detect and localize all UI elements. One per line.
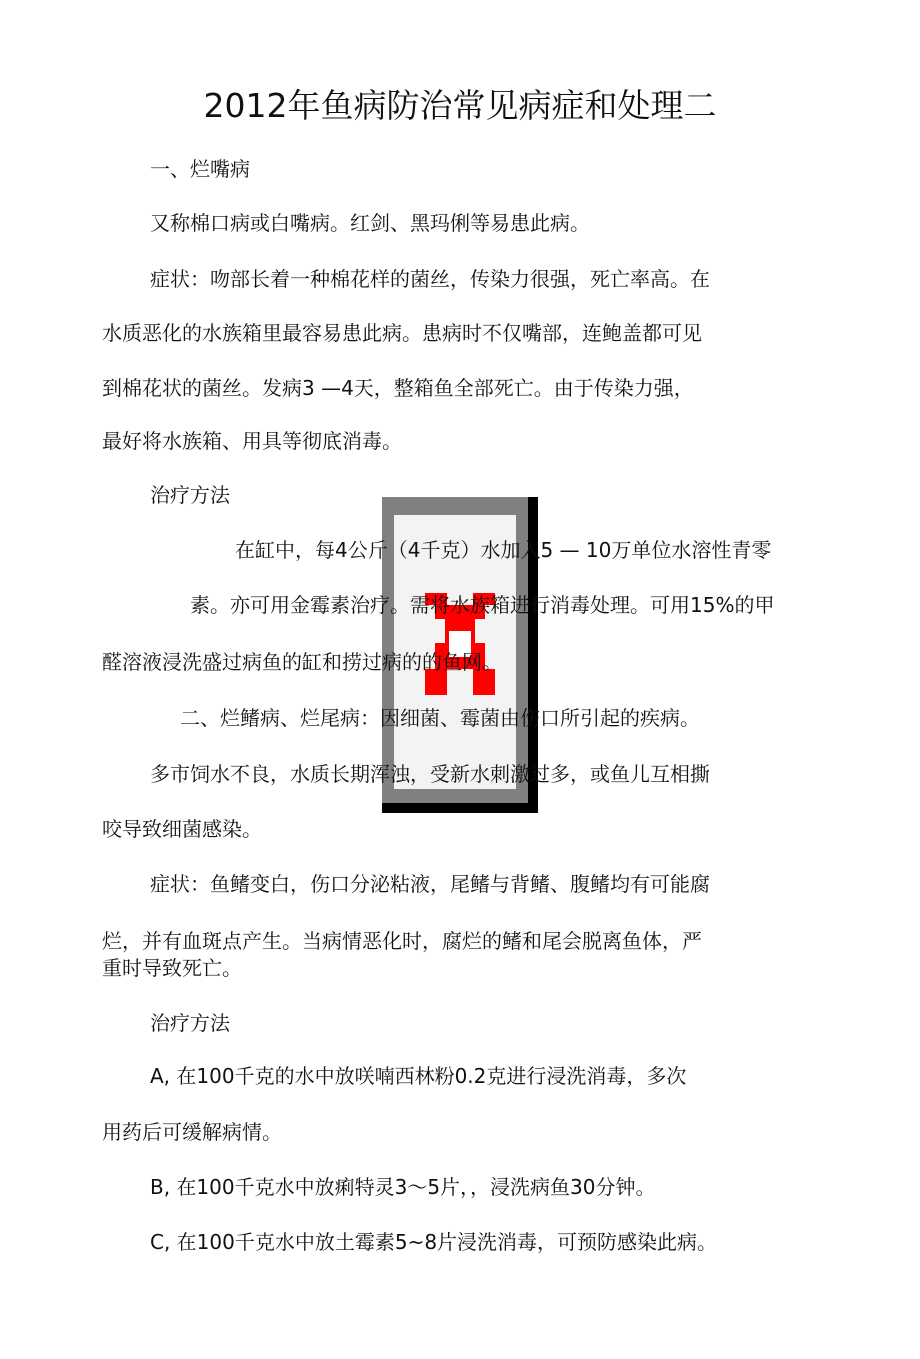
paragraph-line: 用药后可缓解病情。: [102, 1120, 282, 1144]
paragraph-line: 水质恶化的水族箱里最容易患此病。患病时不仅嘴部，连鲍盖都可见: [102, 321, 702, 345]
treatment-item-c: C, 在100千克水中放土霉素5~8片浸洗消毒，可预防感染此病。: [150, 1230, 718, 1254]
section-heading-1: 一、烂嘴病: [150, 157, 250, 181]
paragraph-line: 又称棉口病或白嘴病。红剑、黑玛俐等易患此病。: [150, 211, 590, 235]
paragraph-line: 醛溶液浸洗盛过病鱼的缸和捞过病的的鱼网。: [102, 650, 502, 674]
treatment-item-b: B, 在100千克水中放痢特灵3～5片，，浸洗病鱼30分钟。: [150, 1175, 656, 1199]
paragraph-line: 素。亦可用金霉素治疗。需将水族箱进行消毒处理。可用15%的甲: [190, 593, 775, 617]
paragraph-line: 症状：鱼鳍变白，伤口分泌粘液，尾鳍与背鳍、腹鳍均有可能腐: [150, 872, 710, 896]
paragraph-line: 最好将水族箱、用具等彻底消毒。: [102, 429, 402, 453]
paragraph-line: 多市饲水不良，水质长期浑浊，受新水刺激过多，或鱼儿互相撕: [150, 762, 710, 786]
treatment-item-a: A, 在100千克的水中放咲喃西林粉0.2克进行浸洗消毒，多次: [150, 1064, 687, 1088]
paragraph-line: 到棉花状的菌丝。发病3 —4天，整箱鱼全部死亡。由于传染力强，: [102, 376, 694, 400]
document-title: 2012年鱼病防治常见病症和处理二: [203, 86, 717, 125]
paragraph-line: 重时导致死亡。: [102, 956, 242, 980]
subheading-treatment-2: 治疗方法: [150, 1011, 230, 1035]
subheading-treatment-1: 治疗方法: [150, 483, 230, 507]
paragraph-line: 烂，并有血斑点产生。当病情恶化时，腐烂的鳍和尾会脱离鱼体，严: [102, 929, 702, 953]
paragraph-line: 在缸中，每4公斤（4千克）水加入5 — 10万单位水溶性青零: [235, 538, 772, 562]
section-heading-2: 二、烂鳍病、烂尾病：因细菌、霉菌由伤口所引起的疾病。: [180, 706, 700, 730]
paragraph-line: 咬导致细菌感染。: [102, 817, 262, 841]
paragraph-line: 症状：吻部长着一种棉花样的菌丝，传染力很强，死亡率高。在: [150, 267, 710, 291]
